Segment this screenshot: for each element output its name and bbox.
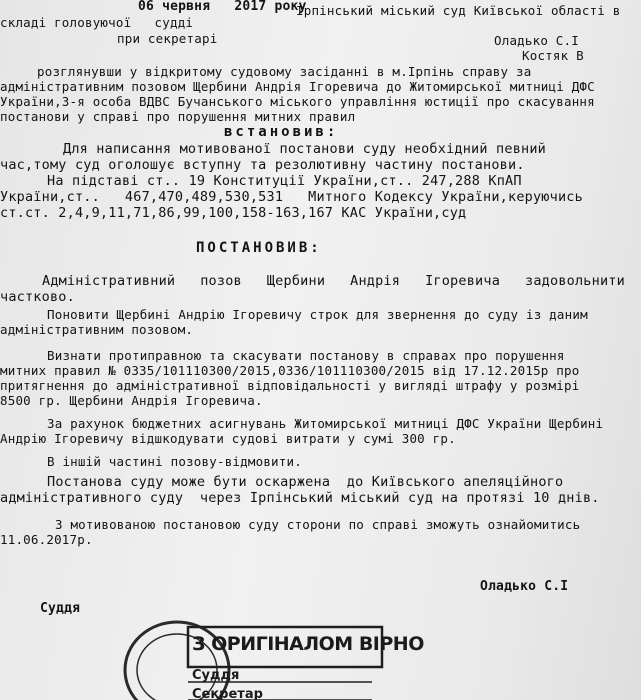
judge-name: Оладько С.І [494,33,579,48]
text-line: України,ст.. 467,470,489,530,531 Митного Кодексу України,керуючись [0,189,583,205]
judge-label: Суддя [40,601,81,616]
text-line: ст.ст. 2,4,9,11,71,86,99,100,158-163,167 КАС України,суд [0,205,467,221]
section-heading-ruling: ПОСТАНОВИВ: [196,240,322,256]
text-line: притягнення до адміністративної відповідальності у вигляді штрафу у розмірі [0,378,580,393]
text-line: Постанова суду може бути оскаржена до Київського апеляційного [47,474,564,490]
court-name: Ірпінський міський суд Київської області в [296,3,621,18]
secretary-line: при секретарі [117,31,218,46]
text-line: Поновити Щербині Андрію Ігоревичу строк для звернення до суду із даним [47,307,588,322]
composition-line: складі головуючої судді [0,15,194,30]
text-line: постанови у справі про порушення митних правил [0,109,356,124]
secretary-name: Костяк В [522,48,584,63]
text-line: частково. [0,289,75,305]
section-heading-established: встановив: [224,124,339,140]
text-line: З мотивованою постановою суду сторони по справі зможуть ознайомитись [55,517,581,532]
text-line: Для написання мотивованої постанови суду необхідний певний [63,141,547,157]
signature-name: Оладько С.І [480,579,569,594]
stamp-secretary-label: Секретар [192,687,263,700]
text-line: На підставі ст.. 19 Конституції України,ст.. 247,288 КпАП [47,173,522,189]
stamp-title: З ОРИГІНАЛОМ ВІРНО [192,633,424,655]
text-line: Андрію Ігоревичу відшкодувати судові витрати у сумі 300 гр. [0,431,456,446]
text-line: 11.06.2017р. [0,532,93,547]
date-line: 06 червня 2017 року [138,0,307,14]
text-line: час,тому суд оголошує вступну та резолютивну частину постанови. [0,157,525,173]
text-line: адміністративним позовом Щербини Андрія Ігоревича до Житомирської митниці ДФС [0,79,595,94]
text-line: 8500 гр. Щербини Андрія Ігоревича. [0,393,263,408]
text-line: В іншій частині позову-відмовити. [47,454,302,469]
text-line: адміністративним позовом. [0,322,194,337]
text-line: митних правил № 0335/101110300/2015,0336/101110300/2015 від 17.12.2015р про [0,363,580,378]
text-line: Адміністративний позов Щербини Андрія Ігоревича задовольнити [42,273,625,289]
text-line: адміністративного суду через Ірпінський міський суд на протязі 10 днів. [0,490,600,506]
stamp-judge-label: Суддя [192,668,240,683]
certification-stamp [122,610,424,700]
text-line: розглянувши у відкритому судовому засіданні в м.Ірпінь справу за [37,64,532,79]
text-line: За рахунок бюджетних асигнувань Житомирської митниці ДФС України Щербині [47,416,604,431]
text-line: Визнати протиправною та скасувати постанову в справах про порушення [47,348,565,363]
text-line: України,3-я особа ВДВС Бучанського міського управління юстиції про скасування [0,94,595,109]
